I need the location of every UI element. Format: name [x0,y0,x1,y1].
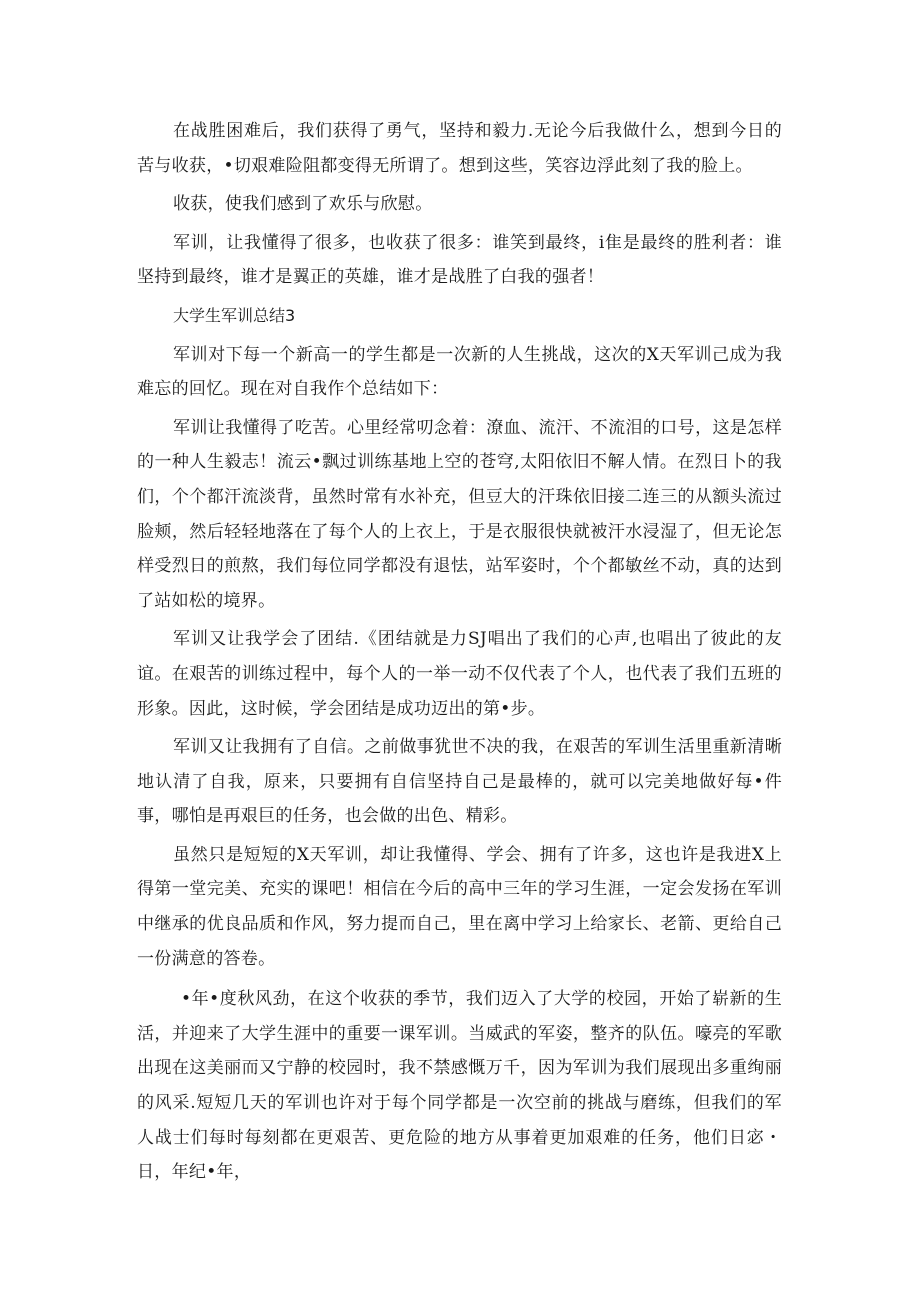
document-body [137,114,782,1190]
paragraph-3: 军训，让我懂得了很多，也收获了很多：谁笑到最终，i隹是最终的胜利者：谁坚持到最终，谁才是翼正的英雄，谁才是战胜了白我的强者！ [137,232,782,288]
paragraph-8: 虽然只是短短的X天军训，却让我懂得、学会、拥有了许多，这也许是我进X上得第一堂完美、充实的课吧！相信在今后的高中三年的学习生涯，一定会发扬在军训中继承的优良品质和作风，努力提而自己，里在离中学习上给家长、老箭、更给自己一份满意的答卷。 [137,844,782,969]
paragraph-7: 军训又让我拥有了自信。之前做事犹世不决的我，在艰苦的军训生活里重新清晰地认清了自我，原来，只要拥有自信坚持自己是最棒的，就可以完美地做好每•件事，哪怕是再艰巨的任务，也会做的出色、精彩。 [137,737,782,827]
section-heading: 大学生军训总结3 [173,305,296,325]
paragraph-9: •年•度秋风劲，在这个收获的季节，我们迈入了大学的校园，开始了崭新的生活，并迎来了大学生涯中的重要一课军训。当威武的军姿，整齐的队伍。嚎亮的军歌出现在这美丽而又宁静的校园时，我不禁感慨万千，因为军训为我们展现出多重绚丽的风采.短短几天的军训也许对于每个同学都是一次空前的挑战与磨练，但我们的军人战士们每时每刻都在更艰苦、更危险的地方从事着更加艰难的任务，他们日宓・日，年纪•年， [137,989,782,1183]
paragraph-2: 收获，使我们感到了欢乐与欣慰。 [173,194,433,215]
paragraph-6: 军训又让我学会了团结.《团结就是力SJ唱出了我们的心声,也唱出了彼此的友谊。在艰苦的训练过程中，每个人的一举一动不仅代表了个人，也代表了我们五班的形象。因此，这时候，学会团结是成功迈出的第•步。 [137,629,782,719]
paragraph-4: 军训对下每一个新高一的学生都是一次新的人生挑战，这次的X天军训己成为我难忘的回忆。现在对自我作个总结如下： [137,344,782,400]
paragraph-5: 军训让我懂得了吃苦。心里经常叨念着：潦血、流汗、不流泪的口号，这是怎样的一种人生毅志！流云•飘过训练基地上空的苍穹,太阳依旧不解人情。在烈日卜的我们，个个都汗流淡背，虽然时常有水补充，但豆大的汗珠依旧接二连三的从额头流过脸颊，然后轻轻地落在了每个人的上衣上，于是衣服很快就被汗水浸湿了，但无论怎样受烈日的煎熬，我们每位同学都没有退怯，站军姿时，个个都敏丝不动，真的达到了站如松的境界。 [137,417,782,611]
paragraph-1: 在战胜困难后，我们获得了勇气，坚持和毅力.无论今后我做什么，想到今日的苦与收获，•切艰难险阻都变得无所谓了。想到这些，笑容边浮此刻了我的脸上。 [137,121,782,176]
